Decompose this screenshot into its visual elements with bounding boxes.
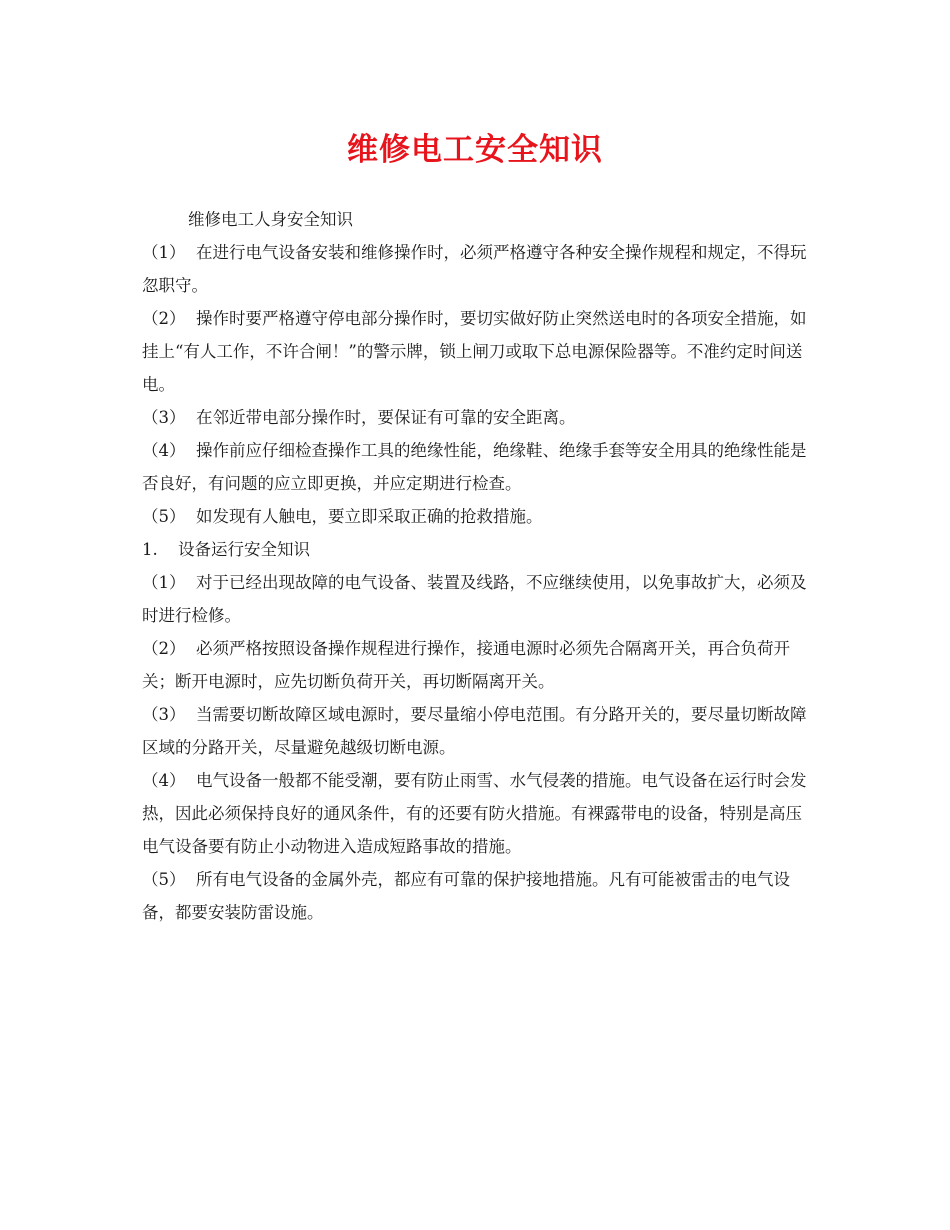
item-text: 在邻近带电部分操作时，要保证有可靠的安全距离。 <box>196 408 576 427</box>
item-text: 如发现有人触电，要立即采取正确的抢救措施。 <box>196 507 543 526</box>
list-item <box>142 863 814 929</box>
list-item <box>142 434 814 500</box>
item-marker: （2） <box>142 639 186 658</box>
item-marker: （3） <box>142 408 186 427</box>
item-text: 操作前应仔细检查操作工具的绝缘性能，绝缘鞋、绝缘手套等安全用具的绝缘性能是否良好，有问题的应立即更换，并应定期进行检查。 <box>142 441 807 493</box>
list-item <box>142 236 814 302</box>
item-text: 电气设备一般都不能受潮，要有防止雨雪、水气侵袭的措施。电气设备在运行时会发热，因此必须保持良好的通风条件，有的还要有防火措施。有裸露带电的设备，特别是高压电气设备要有防止小动物进入造成短路事故的措施。 <box>142 771 807 856</box>
item-marker: （5） <box>142 507 186 526</box>
list-item <box>142 566 814 632</box>
item-text: 对于已经出现故障的电气设备、装置及线路，不应继续使用，以免事故扩大，必须及时进行检修。 <box>142 573 807 625</box>
item-marker: （4） <box>142 771 186 790</box>
item-text: 在进行电气设备安装和维修操作时，必须严格遵守各种安全操作规程和规定，不得玩忽职守。 <box>142 243 807 295</box>
item-text: 当需要切断故障区域电源时，要尽量缩小停电范围。有分路开关的，要尽量切断故障区域的分路开关，尽量避免越级切断电源。 <box>142 705 807 757</box>
section-heading-text: 设备运行安全知识 <box>178 540 310 559</box>
section-heading-equipment-safety <box>142 533 814 566</box>
list-item <box>142 401 814 434</box>
list-item <box>142 302 814 401</box>
document-body <box>142 203 814 929</box>
item-marker: （3） <box>142 705 186 724</box>
list-item <box>142 698 814 764</box>
list-item <box>142 632 814 698</box>
item-text: 操作时要严格遵守停电部分操作时，要切实做好防止突然送电时的各项安全措施，如挂上“有人工作，不许合闸！”的警示牌，锁上闸刀或取下总电源保险器等。不准约定时间送电。 <box>142 309 807 394</box>
item-marker: （5） <box>142 870 186 889</box>
item-marker: （1） <box>142 243 186 262</box>
item-marker: （1） <box>142 573 186 592</box>
document-title: 维修电工安全知识 <box>347 132 603 168</box>
section-heading-personal-safety: 维修电工人身安全知识 <box>188 210 353 229</box>
section-number: 1. <box>142 540 158 559</box>
list-item <box>142 500 814 533</box>
item-text: 必须严格按照设备操作规程进行操作，接通电源时必须先合隔离开关，再合负荷开关；断开电源时，应先切断负荷开关，再切断隔离开关。 <box>142 639 790 691</box>
item-text: 所有电气设备的金属外壳，都应有可靠的保护接地措施。凡有可能被雷击的电气设备，都要安装防雷设施。 <box>142 870 790 922</box>
list-item <box>142 764 814 863</box>
item-marker: （2） <box>142 309 186 328</box>
item-marker: （4） <box>142 441 186 460</box>
